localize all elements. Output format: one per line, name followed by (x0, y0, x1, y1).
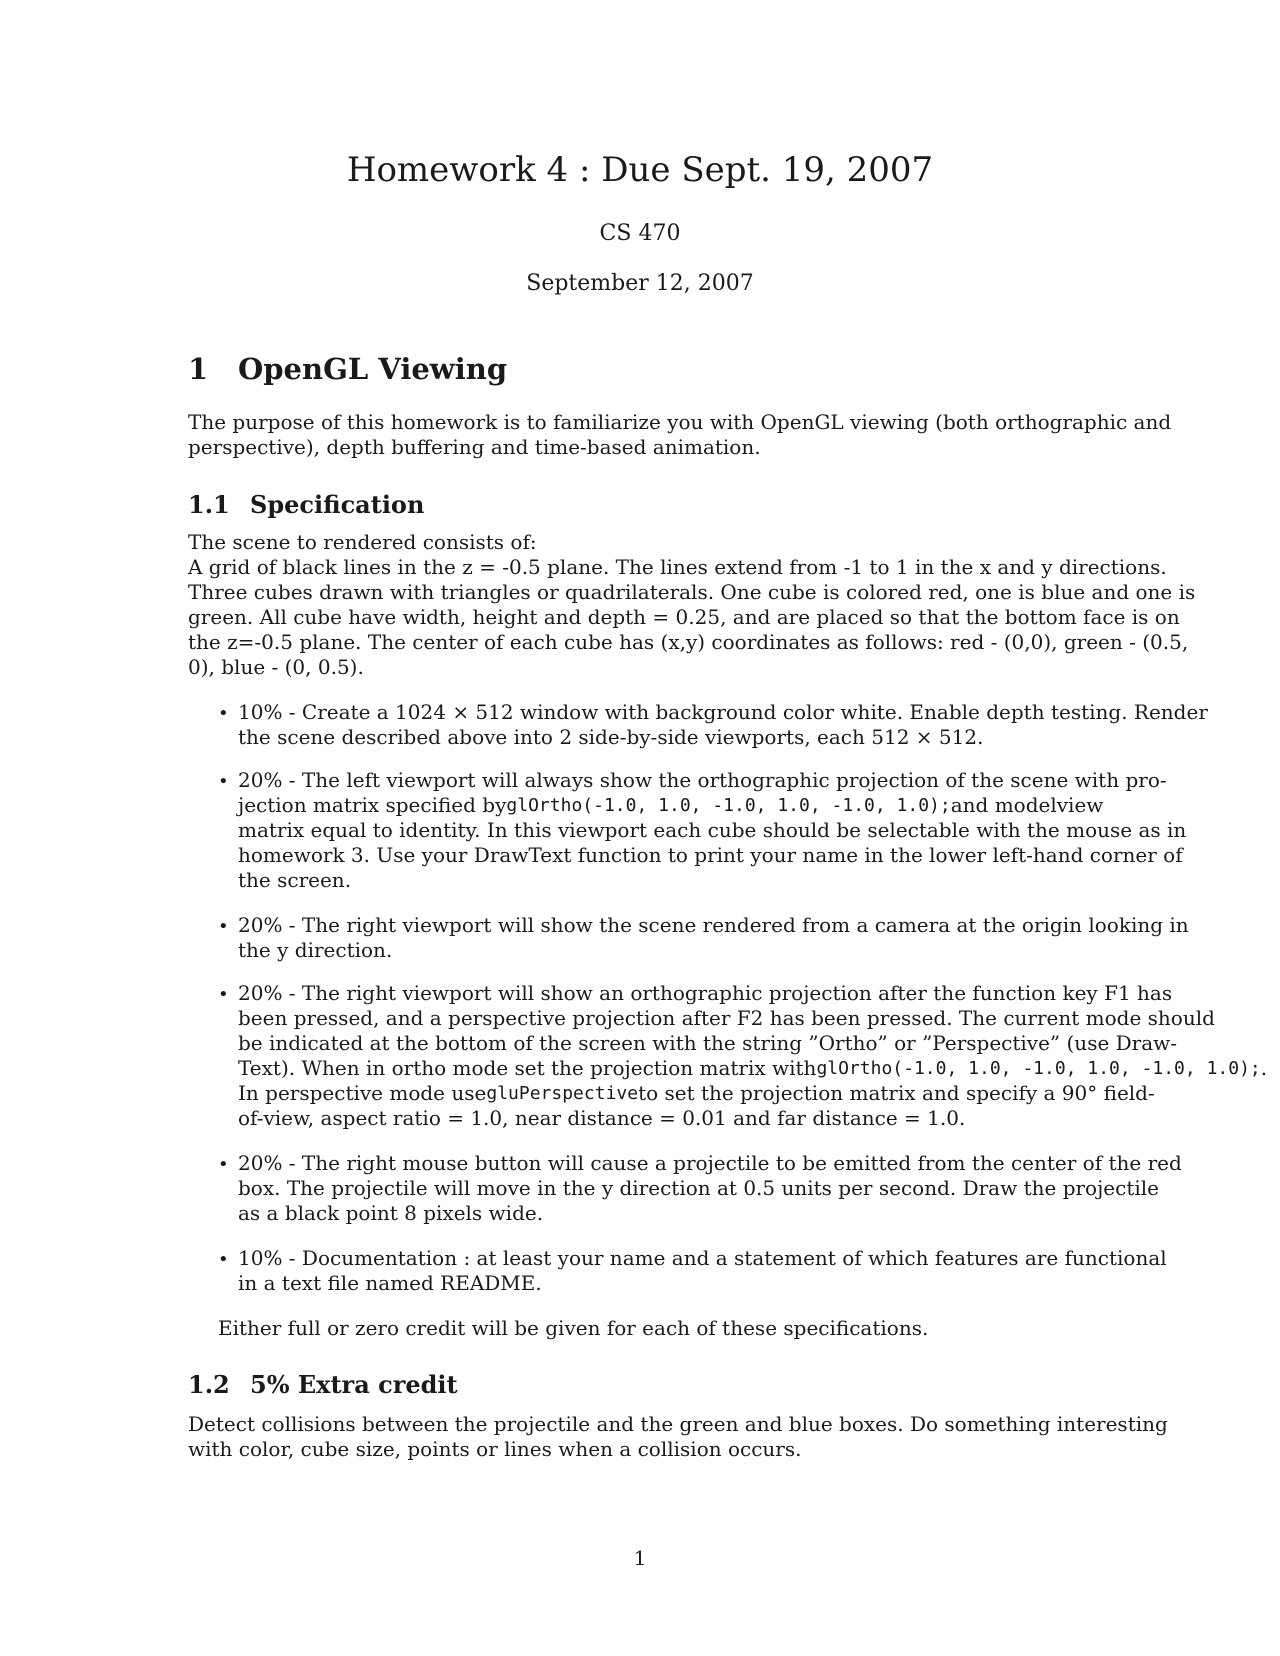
extra-credit-line: Detect collisions between the projectile and the green and blue boxes. Do something interesting (188, 1412, 1168, 1436)
section-1-2-number: 1.2 (188, 1370, 230, 1399)
bullet-2-line (238, 793, 1104, 818)
bullet-marker: • (218, 1249, 229, 1270)
bullet-4-line: been pressed, and a perspective projection after F2 has been pressed. The current mode should (238, 1006, 1215, 1030)
bullet-4-text: Text). When in ortho mode set the projection matrix with (238, 1056, 817, 1080)
page-number: 1 (633, 1546, 647, 1570)
bullet-4-line (238, 1056, 1268, 1081)
section-1-2-heading (188, 1370, 788, 1400)
section-1-1-heading (188, 490, 788, 520)
bullet-marker: • (218, 984, 229, 1005)
spec-line: The scene to rendered consists of: (188, 530, 537, 554)
glortho-code: glOrtho(-1.0, 1.0, -1.0, 1.0, -1.0, 1.0); (506, 795, 951, 816)
bullet-6-line: 10% - Documentation : at least your name and a statement of which features are functional (238, 1246, 1167, 1270)
bullet-3-line: the y direction. (238, 938, 393, 962)
spec-line: green. All cube have width, height and depth = 0.25, and are placed so that the bottom face is on (188, 605, 1180, 629)
spec-line: A grid of black lines in the z = -0.5 plane. The lines extend from -1 to 1 in the x and y directions. (188, 555, 1167, 579)
bullet-5-line: as a black point 8 pixels wide. (238, 1201, 544, 1225)
bullet-4-text: to set the projection matrix and specify a 90° field- (638, 1081, 1155, 1105)
bullet-marker: • (218, 703, 229, 724)
extra-credit-line: with color, cube size, points or lines when a collision occurs. (188, 1437, 802, 1461)
bullet-marker: • (218, 1154, 229, 1175)
bullet-3-line: 20% - The right viewport will show the scene rendered from a camera at the origin looking in (238, 913, 1189, 937)
intro-line: perspective), depth buffering and time-based animation. (188, 435, 761, 459)
course-name: CS 470 (599, 221, 681, 246)
bullet-2-line: the screen. (238, 868, 352, 892)
glortho-code: glOrtho(-1.0, 1.0, -1.0, 1.0, -1.0, 1.0); (816, 1058, 1261, 1079)
spec-line: the z=-0.5 plane. The center of each cube has (x,y) coordinates as follows: red - (0,0), green - (0.5, (188, 630, 1189, 654)
section-1-1-title: Specification (250, 490, 425, 519)
document-date: September 12, 2007 (526, 271, 754, 296)
bullet-2-text: jection matrix specified by (238, 793, 507, 817)
bullet-4-line: of-view, aspect ratio = 1.0, near distance = 0.01 and far distance = 1.0. (238, 1106, 966, 1130)
bullet-4-text: . (1260, 1056, 1268, 1080)
section-1-title: OpenGL Viewing (238, 352, 508, 386)
bullet-4-line: be indicated at the bottom of the screen with the string ”Ortho” or ”Perspective” (use Draw- (238, 1031, 1178, 1055)
bullet-marker: • (218, 916, 229, 937)
spec-line: Three cubes drawn with triangles or quadrilaterals. One cube is colored red, one is blue and one is (188, 580, 1196, 604)
bullet-5-line: box. The projectile will move in the y direction at 0.5 units per second. Draw the projectile (238, 1176, 1160, 1200)
credit-note: Either full or zero credit will be given for each of these specifications. (218, 1316, 929, 1340)
section-1-1-number: 1.1 (188, 490, 230, 519)
section-1-number: 1 (188, 352, 209, 386)
bullet-2-line: matrix equal to identity. In this viewport each cube should be selectable with the mouse as in (238, 818, 1187, 842)
bullet-4-text: In perspective mode use (238, 1081, 487, 1105)
bullet-1-line: the scene described above into 2 side-by-side viewports, each 512 × 512. (238, 725, 984, 749)
bullet-6-line: in a text file named README. (238, 1271, 542, 1295)
bullet-4-line (238, 1081, 1155, 1106)
bullet-2-text: and modelview (950, 793, 1104, 817)
bullet-4-line: 20% - The right viewport will show an orthographic projection after the function key F1 has (238, 981, 1173, 1005)
intro-line: The purpose of this homework is to familiarize you with OpenGL viewing (both orthographic and (188, 410, 1172, 434)
section-1-2-title: 5% Extra credit (250, 1370, 458, 1399)
gluperspective-code: gluPerspective (486, 1083, 639, 1104)
bullet-5-line: 20% - The right mouse button will cause a projectile to be emitted from the center of the red (238, 1151, 1182, 1175)
document-title: Homework 4 : Due Sept. 19, 2007 (346, 150, 934, 190)
bullet-1-line: 10% - Create a 1024 × 512 window with background color white. Enable depth testing. Render (238, 700, 1208, 724)
spec-line: 0), blue - (0, 0.5). (188, 655, 364, 679)
section-1-heading (188, 352, 888, 388)
bullet-2-line: 20% - The left viewport will always show the orthographic projection of the scene with pro- (238, 768, 1167, 792)
bullet-marker: • (218, 771, 229, 792)
bullet-2-line: homework 3. Use your DrawText function to print your name in the lower left-hand corner of (238, 843, 1183, 867)
